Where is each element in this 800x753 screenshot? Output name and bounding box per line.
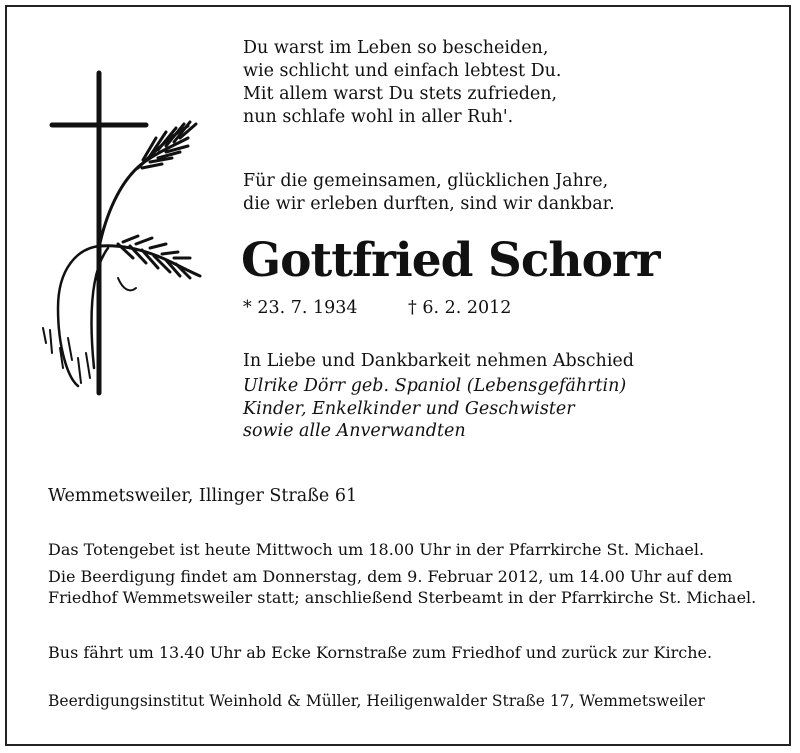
thanks-line: die wir erleben durften, sind wir dankbar. (243, 194, 615, 214)
birth-date: * 23. 7. 1934 (243, 298, 358, 318)
poem-line: Du warst im Leben so bescheiden, (243, 38, 549, 58)
prayer-notice: Das Totengebet ist heute Mittwoch um 18.00 Uhr in der Pfarrkirche St. Michael. (48, 540, 705, 559)
address: Wemmetsweiler, Illinger Straße 61 (48, 486, 358, 506)
mourner-line: sowie alle Anverwandten (243, 421, 466, 441)
mourner-line: Ulrike Dörr geb. Spaniol (Lebensgefährtin) (243, 376, 627, 396)
poem-line: wie schlicht und einfach lebtest Du. (243, 61, 562, 81)
poem (243, 37, 561, 129)
funeral-home: Beerdigungsinstitut Weinhold & Müller, Heiligenwalder Straße 17, Wemmetsweiler (48, 692, 705, 710)
thanks-text (243, 170, 615, 216)
cross-wheat-icon (38, 68, 213, 398)
farewell-text: In Liebe und Dankbarkeit nehmen Abschied (243, 351, 634, 371)
poem-line: nun schlafe wohl in aller Ruh'. (243, 107, 514, 127)
mourner-line: Kinder, Enkelkinder und Geschwister (243, 398, 575, 419)
bus-notice: Bus fährt um 13.40 Uhr ab Ecke Kornstraße zum Friedhof und zurück zur Kirche. (48, 643, 713, 662)
poem-line: Mit allem warst Du stets zufrieden, (243, 84, 558, 104)
mourners-list (243, 375, 626, 443)
death-date: † 6. 2. 2012 (408, 298, 512, 318)
thanks-line: Für die gemeinsamen, glücklichen Jahre, (243, 171, 609, 191)
burial-notice: Die Beerdigung findet am Donnerstag, dem 9. Februar 2012, um 14.00 Uhr auf dem Friedhof Wemmetsweiler statt; anschließend Sterbeamt in der Pfarrkirche St. Michael. (48, 567, 757, 607)
deceased-name: Gottfried Schorr (241, 233, 660, 288)
